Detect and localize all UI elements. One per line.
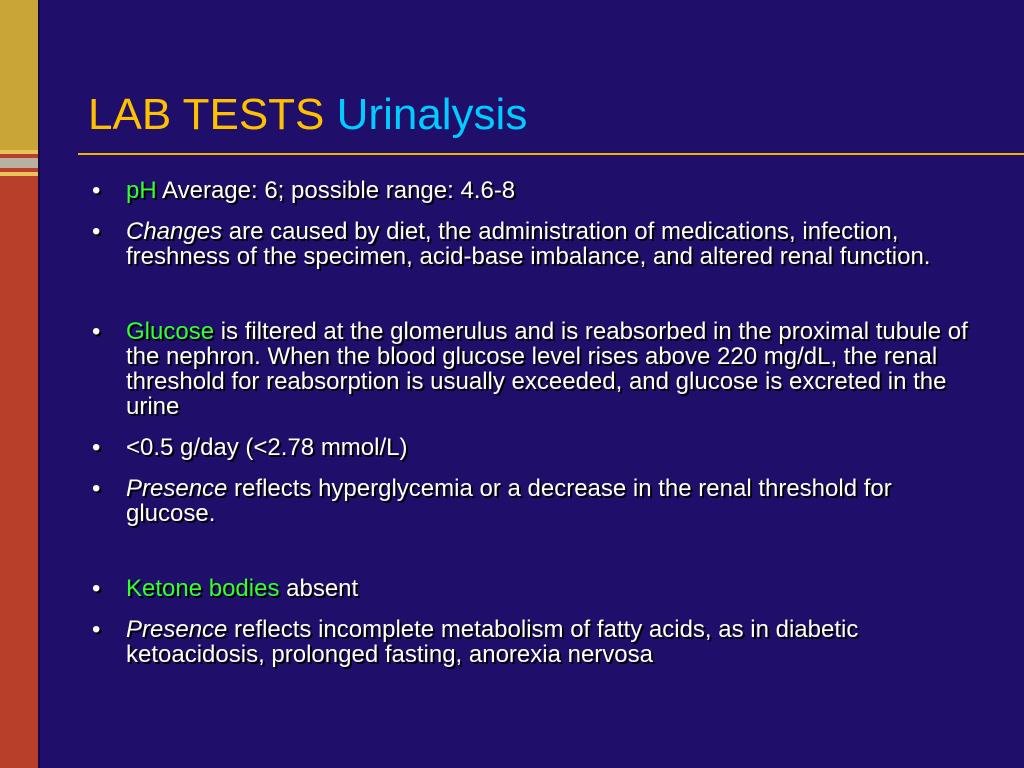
bullet-text: Average: 6; possible range: 4.6-8: [156, 177, 516, 204]
bullet-text: is filtered at the glomerulus and is reabsorbed in the proximal tubule of the nephron. When the blood glucose level rises above 220 mg/dL, the renal threshold for reabsorption is usually exceeded, and glucose is excreted in the urine: [126, 318, 968, 420]
slide-title: [88, 88, 527, 142]
term-presence: Presence: [126, 475, 228, 502]
bullet-marker: •: [92, 318, 101, 345]
bullet-ketone: [92, 576, 982, 601]
bullet-text: reflects hyperglycemia or a decrease in the renal threshold for glucose.: [126, 475, 892, 527]
bullet-glucose: [92, 319, 982, 419]
bullet-marker: •: [92, 218, 101, 245]
title-rule: [78, 153, 1024, 155]
bullet-ph: [92, 178, 982, 203]
bullet-ketone-presence: [92, 617, 982, 667]
term-changes: Changes: [126, 218, 223, 245]
side-band-stripe: [0, 158, 38, 168]
bullet-marker: •: [92, 434, 101, 461]
title-main: LAB TESTS: [88, 90, 325, 139]
side-band-top: [0, 0, 38, 150]
spacer: [92, 542, 982, 576]
bullet-text: <0.5 g/day (<2.78 mmol/L): [126, 434, 408, 461]
bullet-list: [92, 178, 982, 683]
bullet-changes: [92, 219, 982, 269]
bullet-text: are caused by diet, the administration of medications, infection, freshness of the specimen, acid-base imbalance, and altered renal function.: [126, 218, 931, 270]
bullet-glucose-range: [92, 435, 982, 460]
bullet-text: reflects incomplete metabolism of fatty acids, as in diabetic ketoacidosis, prolonged fasting, anorexia nervosa: [126, 616, 859, 668]
title-sub: Urinalysis: [336, 90, 528, 139]
bullet-marker: •: [92, 177, 101, 204]
term-presence: Presence: [126, 616, 228, 643]
bullet-marker: •: [92, 575, 101, 602]
bullet-marker: •: [92, 616, 101, 643]
side-band-edge: [38, 0, 40, 768]
term-ketone-bodies: Ketone bodies: [126, 575, 280, 602]
term-glucose: Glucose: [126, 318, 215, 345]
bullet-glucose-presence: [92, 476, 982, 526]
side-band-stripe: [0, 172, 38, 176]
bullet-marker: •: [92, 475, 101, 502]
spacer: [92, 285, 982, 319]
term-ph: pH: [126, 177, 157, 204]
side-band-stripe: [0, 150, 38, 154]
bullet-text: absent: [279, 575, 359, 602]
